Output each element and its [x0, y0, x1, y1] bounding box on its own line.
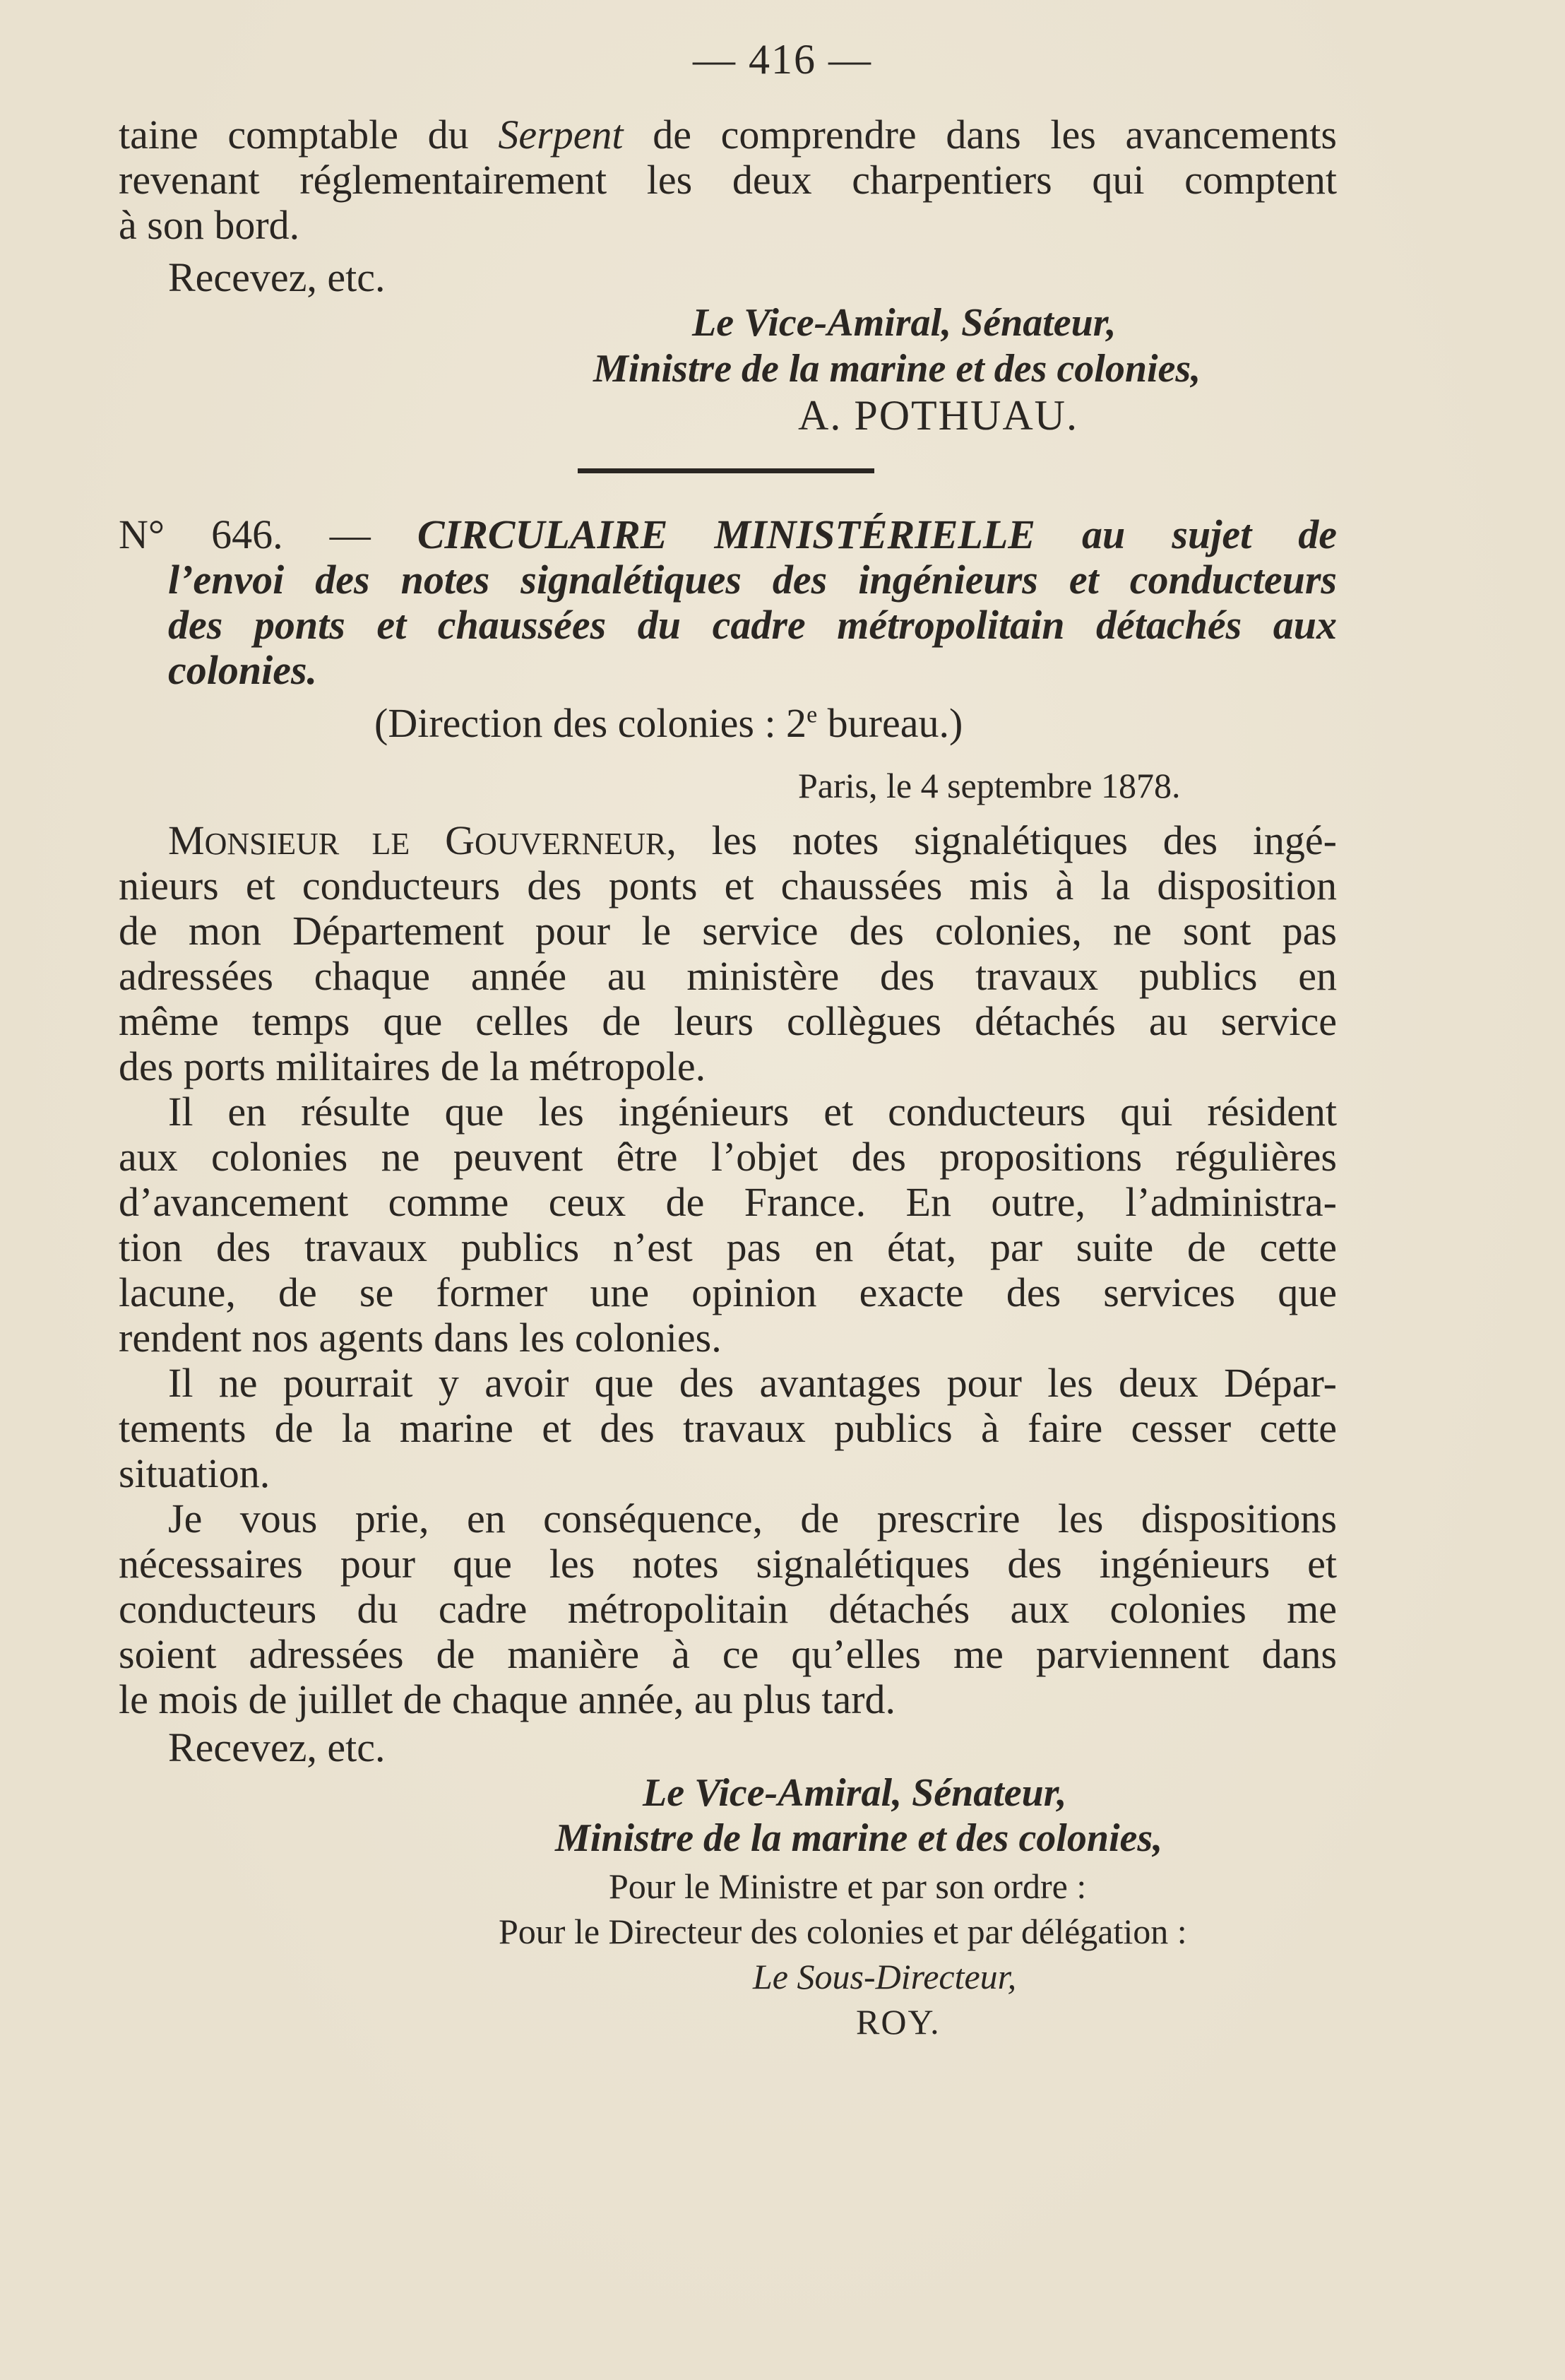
circular-heading-line: l’envoi des notes signalétiques des ingénieurs et conducteurs [168, 557, 1337, 603]
text-line: rendent nos agents dans les colonies. [119, 1315, 722, 1361]
text-line: Je vous prie, en conséquence, de prescrire les dispositions [168, 1496, 1337, 1541]
signature-order-line: Pour le Ministre et par son ordre : [609, 1866, 1087, 1906]
section-divider [578, 468, 874, 473]
text-line: revenant réglementairement les deux charpentiers qui comptent [119, 157, 1337, 203]
text-line: soient adressées de manière à ce qu’elles me parviennent dans [119, 1631, 1337, 1677]
text-line: adressées chaque année au ministère des travaux publics en [119, 953, 1337, 999]
text-line: de mon Département pour le service des colonies, ne sont pas [119, 908, 1337, 954]
text-line: nécessaires pour que les notes signalétiques des ingénieurs et [119, 1541, 1337, 1587]
text-line: conducteurs du cadre métropolitain détachés aux colonies me [119, 1586, 1337, 1632]
closing-formula: Recevez, etc. [168, 1724, 386, 1770]
circular-heading-line: des ponts et chaussées du cadre métropolitain détachés aux [168, 602, 1337, 648]
direction-line: (Direction des colonies : 2e bureau.) [374, 700, 963, 746]
text-line: lacune, de se former une opinion exacte des services que [119, 1269, 1337, 1315]
text-line: MONSIEUR LE GOUVERNEUR, les notes signalétiques des ingé- [168, 817, 1337, 863]
circular-date: Paris, le 4 septembre 1878. [798, 766, 1181, 805]
text-line: des ports militaires de la métropole. [119, 1043, 706, 1089]
signature-role: Ministre de la marine et des colonies, [593, 347, 1201, 391]
page-number: — 416 — [693, 36, 872, 83]
text-line: même temps que celles de leurs collègues détachés au service [119, 998, 1337, 1044]
text-line: nieurs et conducteurs des ponts et chaussées mis à la disposition [119, 863, 1337, 908]
closing-formula: Recevez, etc. [168, 254, 386, 300]
signature-name: ROY. [856, 2002, 941, 2042]
circular-type: CIRCULAIRE MINISTÉRIELLE [417, 511, 1035, 557]
text-line: aux colonies ne peuvent être l’objet des propositions régulières [119, 1134, 1337, 1180]
signature-name: A. POTHUAU. [798, 392, 1078, 439]
text-line: à son bord. [119, 202, 300, 248]
signature-title: Le Vice-Amiral, Sénateur, [643, 1771, 1067, 1815]
text-line: situation. [119, 1450, 270, 1496]
signature-subtitle: Le Sous-Directeur, [753, 1957, 1017, 1996]
circular-heading-line: N° 646. — CIRCULAIRE MINISTÉRIELLE au sujet de [119, 511, 1338, 557]
signature-title: Le Vice-Amiral, Sénateur, [692, 301, 1117, 345]
text-line: tion des travaux publics n’est pas en état, par suite de cette [119, 1224, 1337, 1270]
text-line: Il en résulte que les ingénieurs et conducteurs qui résident [168, 1089, 1337, 1135]
text-line: tements de la marine et des travaux publics à faire cesser cette [119, 1405, 1337, 1451]
text-line: taine comptable du Serpent de comprendre dans les avancements [119, 112, 1337, 158]
signature-delegation-line: Pour le Directeur des colonies et par délégation : [499, 1912, 1187, 1951]
circular-number: N° 646. — [119, 511, 371, 557]
text-line: Il ne pourrait y avoir que des avantages pour les deux Dépar- [168, 1360, 1337, 1406]
circular-heading-line: colonies. [168, 647, 318, 693]
signature-role: Ministre de la marine et des colonies, [555, 1816, 1163, 1860]
text-line: d’avancement comme ceux de France. En outre, l’administra- [119, 1179, 1337, 1225]
ship-name: Serpent [498, 112, 624, 158]
text-line: le mois de juillet de chaque année, au plus tard. [119, 1676, 896, 1722]
